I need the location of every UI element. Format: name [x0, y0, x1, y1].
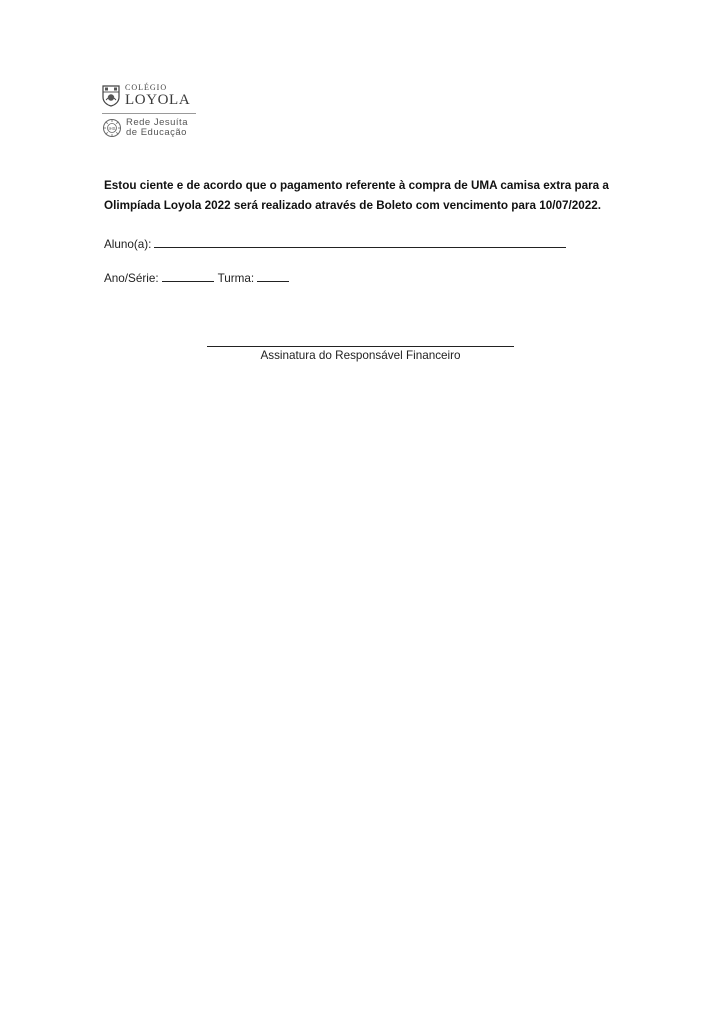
signature-line[interactable] [207, 346, 514, 347]
signature-block [207, 335, 514, 362]
student-field [104, 236, 566, 251]
signature-caption: Assinatura do Responsável Financeiro [260, 349, 461, 362]
network-name-line2: de Educação [126, 127, 187, 138]
class-blank-line[interactable] [257, 270, 289, 282]
network-name-line1: Rede Jesuíta [126, 117, 188, 129]
grade-class-field [104, 270, 289, 285]
school-logo [102, 84, 212, 138]
student-label: Aluno(a): [104, 238, 152, 251]
jesuit-seal-icon [102, 118, 122, 138]
logo-divider [102, 113, 196, 114]
student-blank-line[interactable] [154, 236, 566, 248]
payment-statement: Estou ciente e de acordo que o pagamento referente à compra de UMA camisa extra para a Olimpíada Loyola 2022 será realizado através de Boleto com vencimento para 10/07/2022. [104, 179, 609, 212]
grade-label: Ano/Série: [104, 272, 159, 285]
loyola-crest-icon [102, 85, 120, 107]
class-label: Turma: [217, 272, 255, 285]
logo-prefix: COLÉGIO [125, 83, 168, 92]
colegio-loyola-logo [102, 84, 212, 108]
svg-text:IHS: IHS [108, 125, 116, 131]
grade-blank-line[interactable] [162, 270, 214, 282]
rede-jesuita-logo [102, 118, 212, 138]
logo-school-name: LOYOLA [125, 92, 191, 108]
